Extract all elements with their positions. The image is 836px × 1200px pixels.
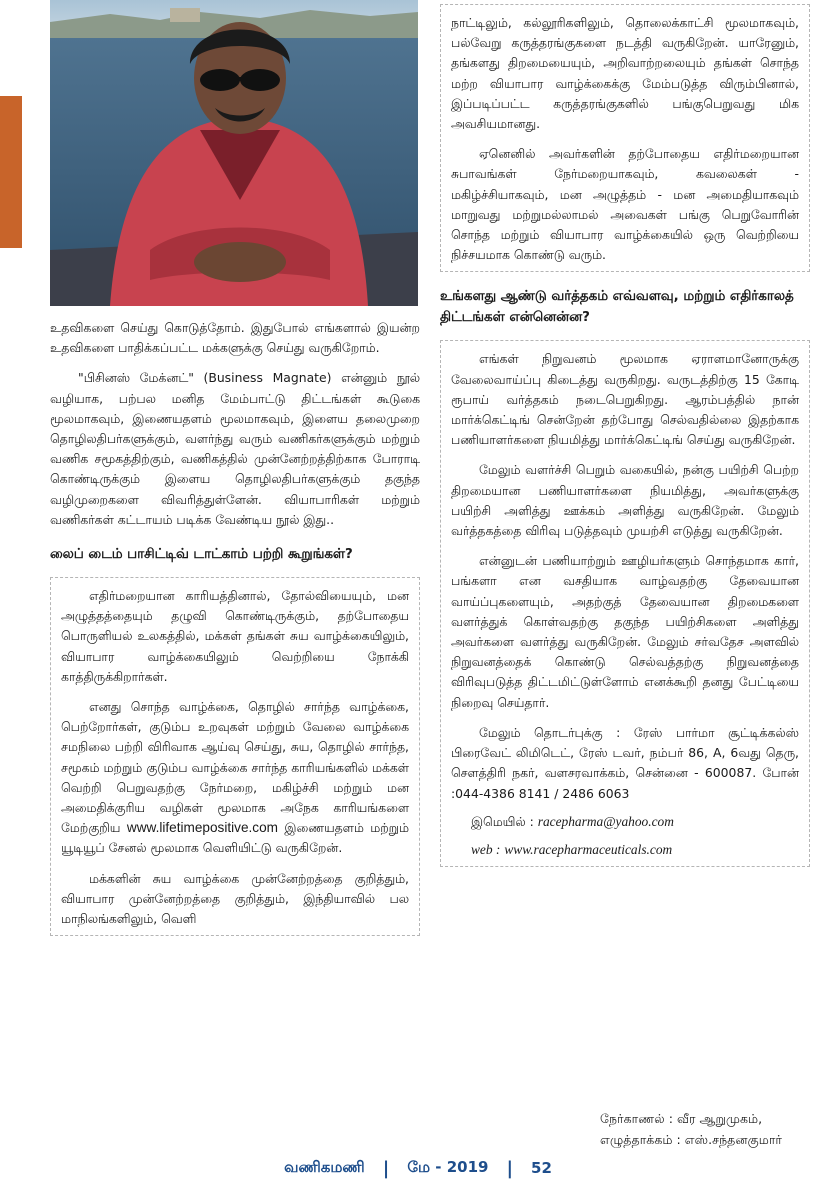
email-link[interactable]: racepharma@yahoo.com — [537, 813, 674, 829]
right-paragraph-3: எங்கள் நிறுவனம் மூலமாக ஏராளமானோருக்கு வேலைவாய்ப்பு கிடைத்து வருகிறது. வருடத்திற்கு 15 கோடி ரூபாய் வர்த்தகம் நடைபெறுகிறது. ஆரம்பத்தில் நான் மார்க்கெட்டிங் சென்றேன் தற்போது செல்வதில்லை இதற்காக பணியாளர்களை நியமித்து மார்க்கெட்டிங் செய்து வருகிறேன். — [451, 351, 799, 448]
answer-block-2 — [440, 340, 810, 867]
article-credits — [600, 1108, 820, 1150]
photo-illustration — [50, 0, 418, 306]
contact-address: மேலும் தொடர்புக்கு : ரேஸ் பார்மா சூட்டிக்கல்ஸ் பிரைவேட் லிமிடெட், ரேஸ் டவர், நம்பர் 86, A, 6வது தெரு, சௌத்திரி நகர், வளசரவாக்கம், சென்னை - 600087. போன் :044-4386 8141 / 2486 6063 — [451, 724, 799, 801]
web-label: web : — [471, 841, 501, 857]
question-heading-1: லைப் டைம் பாசிட்டிவ் டாட்காம் பற்றி கூறுங்கள்? — [50, 547, 353, 563]
footer-divider: | — [506, 1157, 514, 1179]
left-paragraph-4-text: எனது சொந்த வாழ்க்கை, தொழில் சார்ந்த வாழ்க்கை, பெற்றோர்கள், குடும்ப உறவுகள் மற்றும் வேலை வாழ்க்கை சமநிலை பற்றி விரிவாக ஆய்வு செய்து, சுய, தொழில் சார்ந்த, சமூகம் மற்றும் குடும்ப வாழ்க்கை சார்ந்த காரியங்களில் மக்கள் வெற்றி பெறுவதற்கு நேர்மறை, மகிழ்ச்சி மற்றும் மன அமைதிக்குரிய வழிகள் மூலமாக அநேக காரியங்களை மேற்குறிய — [61, 699, 409, 836]
right-paragraph-4: மேலும் வளர்ச்சி பெறும் வகையில், நன்கு பயிற்சி பெற்ற திறமையான பணியாளர்களை நியமித்து, அவர்களுக்கு பயிற்சி அளித்து ஊக்கம் அளித்து வருகிறேன். மேலும் வர்த்தகத்தை விரிவு படுத்தவும் முயற்சி எடுத்து வருகிறேன். — [451, 462, 799, 539]
right-paragraph-2: ஏனெனில் அவர்களின் தற்போதைய எதிர்மறையான சுபாவங்கள் நேர்மறையாகவும், கவலைகள் - மகிழ்ச்சியாகவும், மன அழுத்தம் - மன அமைதியாகவும் மாறுவது மற்றுமல்லாமல் அவைகள் பங்கு பெறுவோரின் சொந்த மற்றும் வியாபார வாழ்க்கையில் ஒரு வெற்றியை நிச்சயமாக கொண்டு வரும். — [451, 146, 799, 263]
page-edge-accent — [0, 96, 22, 248]
left-paragraph-5: மக்களின் சுய வாழ்க்கை முன்னேற்றத்தை குறித்தும், வியாபார முன்னேற்றத்தை குறித்தும், இந்தியாவில் பல மாநிலங்களிலும், வெளி — [61, 870, 409, 927]
interviewee-photo — [50, 0, 418, 306]
left-paragraph-4 — [61, 697, 409, 859]
email-separator: : — [529, 813, 538, 829]
answer-block-continued — [440, 4, 810, 272]
left-paragraph-4-tail: இணையதளம் மற்றும் யூடியூப் சேனல் மூலமாக வெளியிட்டு வருகிறேன். — [61, 820, 409, 856]
interviewer-credit: நேர்காணல் : வீர ஆறுமுகம், — [600, 1111, 763, 1126]
email-line — [451, 812, 799, 832]
web-line — [451, 840, 799, 860]
right-paragraph-1: நாட்டிலும், கல்லூரிகளிலும், தொலைக்காட்சி மூலமாகவும், பல்வேறு கருத்தரங்குகளை நடத்தி வருகிறேன். யாரேனும், தங்களது திறமையையும், அறிவாற்றலையும் தங்கள் சொந்த மற்ற வியாபார வாழ்க்கைக்கு மேம்படுத்த விரும்பினால், இப்படிப்பட்ட கருத்தரங்குகளில் பங்குபெறுவது மிக அவசியமானது. — [451, 15, 799, 132]
question-heading-2: உங்களது ஆண்டு வர்த்தகம் எவ்வளவு, மற்றும் எதிர்காலத் திட்டங்கள் என்னென்ன? — [440, 289, 794, 326]
magazine-name: வணிகமணி — [284, 1158, 365, 1176]
left-column — [50, 318, 420, 946]
left-paragraph-1: உதவிகளை செய்து கொடுத்தோம். இதுபோல் எங்களால் இயன்ற உதவிகளை பாதிக்கப்பட்ட மக்களுக்கு செய்து வருகிறோம். — [50, 320, 420, 356]
right-column — [440, 4, 810, 877]
writer-credit: எழுத்தாக்கம் : எஸ்.சந்தனகுமார் — [600, 1132, 783, 1147]
left-paragraph-3: எதிர்மறையான காரியத்தினால், தோல்வியையும், மன அழுத்தத்தையும் தழுவி கொண்டிருக்கும், தற்போதைய பொருளியல் உலகத்தில், மக்கள் தங்கள் சுய வாழ்க்கையிலும், வியாபார வாழ்க்கையிலும் வெற்றியை நோக்கி காத்திருக்கிறார்கள். — [61, 588, 409, 684]
page-footer — [0, 1148, 836, 1188]
right-paragraph-5: என்னுடன் பணியாற்றும் ஊழியர்களும் சொந்தமாக கார், பங்களா என வசதியாக வாழ்வதற்கு தேவையான வாய்ப்புகளையும், அதற்குத் தேவையான திறமைகளை வளர்த்துக் கொள்வதற்கு தகுந்த பயிற்சிகளை அளித்து அவர்களை வளர்த்து வருகிறேன். மேலும் சர்வதேச அளவில் நிறுவனத்தைக் கொண்டு செல்வத்தற்கு நிறுவனத்தை விரிவுபடுத்த திட்டமிட்டுள்ளோம் எனக்கூறி தனது பேட்டியை நிறைவு செய்தார். — [451, 553, 799, 710]
left-paragraph-2: "பிசினஸ் மேக்னட்" (Business Magnate) என்னும் நூல் வழியாக, பற்பல மனித மேம்பாட்டு திட்டங்கள் கூடுகை மூலமாகவும், இணையதளம் மூலமாகவும், இளைய தலைமுறை தொழிலதிபர்களுக்கும், வளர்ந்து வரும் வணிகர்களுக்கும் மற்றும் வணிக சமூகத்திற்கும், வணிகத்தில் முன்னேற்றத்திற்காக போராடி கொண்டிருக்கும் இளைய தொழிலதிபர்களுக்கும் தகுந்த வழிமுறைகளை விவரித்துள்ளேன். வியாபாரிகள் மற்றும் வணிகர்கள் கட்டாயம் படிக்க வேண்டிய நூல் இது.. — [50, 370, 420, 527]
page-number: 52 — [531, 1159, 552, 1177]
footer-divider: | — [382, 1157, 390, 1179]
web-link[interactable]: www.racepharmaceuticals.com — [504, 841, 673, 857]
issue-date: மே - 2019 — [407, 1158, 489, 1176]
website-link[interactable]: www.lifetimepositive.com — [126, 820, 278, 836]
email-label: இமெயில் — [471, 813, 526, 829]
answer-block-1 — [50, 577, 420, 936]
